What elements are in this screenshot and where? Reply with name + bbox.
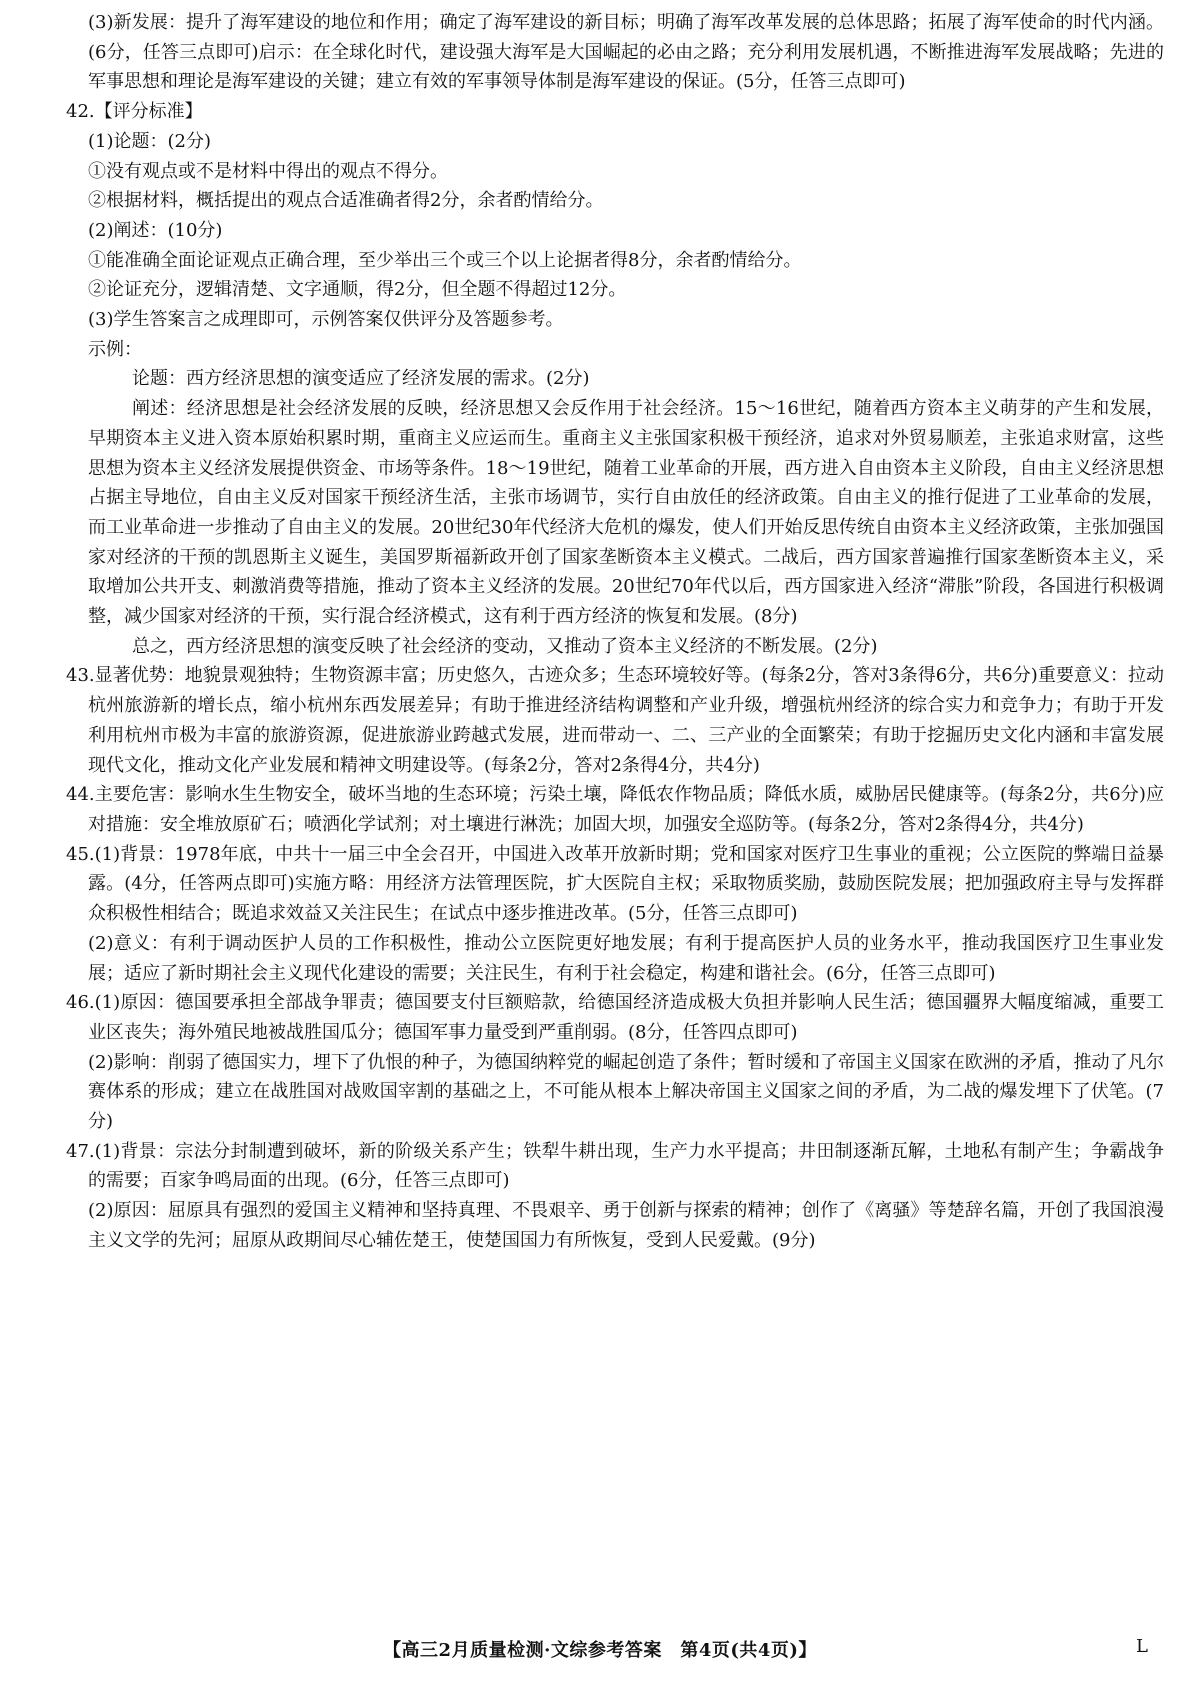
q43-number: 43. [66, 665, 95, 687]
q46-number: 46. [66, 992, 95, 1014]
q42-line-6: ②论证充分，逻辑清楚、文字通顺，得2分，但全题不得超过12分。 [88, 279, 627, 301]
q44-text: 主要危害：影响水生生物安全，破坏当地的生态环境；污染土壤，降低农作物品质；降低水质，威胁居民健康等。(每条2分，共6分)应对措施：安全堆放原矿石；喷洒化学试剂；对土壤进行淋洗；加固大坝，加强安全巡防等。(每条2分，答对2条得4分，共4分) [88, 784, 1164, 835]
q46-part2: (2)影响：削弱了德国实力，埋下了仇恨的种子，为德国纳粹党的崛起创造了条件；暂时缓和了帝国主义国家在欧洲的矛盾，推动了凡尔赛体系的形成；建立在战胜国对战败国宰割的基础之上，不可能从根本上解决帝国主义国家之间的矛盾，为二战的爆发埋下了伏笔。(7分) [88, 1051, 1164, 1133]
q42-line-1: (1)论题：(2分) [88, 130, 211, 152]
q43-text: 显著优势：地貌景观独特；生物资源丰富；历史悠久，古迹众多；生态环境较好等。(每条2分，答对3条得6分，共6分)重要意义：拉动杭州旅游新的增长点，缩小杭州东西发展差异；有助于推进经济结构调整和产业升级，增强杭州经济的综合实力和竞争力；有助于开发利用杭州市极为丰富的旅游资源，促进旅游业跨越式发展，进而带动一、二、三产业的全面繁荣；有助于挖掘历史文化内涵和丰富发展现代文化，推动文化产业发展和精神文明建设等。(每条2分，答对2条得4分，共4分) [88, 665, 1164, 776]
q42-elaboration: 阐述：经济思想是社会经济发展的反映，经济思想又会反作用于社会经济。15～16世纪，随着西方资本主义萌芽的产生和发展，早期资本主义进入资本原始积累时期，重商主义应运而生。重商主义主张国家积极干预经济，追求对外贸易顺差，主张追求财富，这些思想为资本主义经济发展提供资金、市场等条件。18～19世纪，随着工业革命的开展，西方进入自由资本主义阶段，自由主义经济思想占据主导地位，自由主义反对国家干预经济生活，主张市场调节，实行自由放任的经济政策。自由主义的推行促进了工业革命的发展，而工业革命进一步推动了自由主义的发展。20世纪30年代经济大危机的爆发，使人们开始反思传统自由资本主义经济政策，主张加强国家对经济的干预的凯恩斯主义诞生，美国罗斯福新政开创了国家垄断资本主义模式。二战后，西方国家普遍推行国家垄断资本主义，采取增加公共开支、刺激消费等措施，推动了资本主义经济的发展。20世纪70年代以后，西方国家进入经济“滞胀”阶段，各国进行积极调整，减少国家对经济的干预，实行混合经济模式，这有利于西方经济的恢复和发展。(8分) [88, 398, 1164, 628]
q47-part1-text: (1)背景：宗法分封制遭到破坏，新的阶级关系产生；铁犁牛耕出现，生产力水平提高；井田制逐渐瓦解，土地私有制产生；争霸战争的需要；百家争鸣局面的出现。(6分，任答三点即可) [88, 1140, 1164, 1192]
q44-number: 44. [66, 784, 95, 806]
q42-header [66, 97, 1164, 127]
corner-mark: L [1136, 1636, 1148, 1657]
q47-number: 47. [66, 1140, 95, 1162]
q42-line-2: ①没有观点或不是材料中得出的观点不得分。 [88, 160, 448, 182]
q42-number: 42. [66, 101, 95, 123]
q41-part3: (3)新发展：提升了海军建设的地位和作用；确定了海军建设的新目标；明确了海军改革发展的总体思路；拓展了海军使命的时代内涵。(6分，任答三点即可)启示：在全球化时代，建设强大海军是大国崛起的必由之路；充分利用发展机遇，不断推进海军发展战略；先进的军事思想和理论是海军建设的关键；建立有效的军事领导体制是海军建设的保证。(5分，任答三点即可) [88, 12, 1164, 93]
q42-line-5: ①能准确全面论证观点正确合理，至少举出三个或三个以上论据者得8分，余者酌情给分。 [88, 249, 802, 271]
answer-page [66, 8, 1164, 1256]
q46-part1 [66, 988, 1164, 1047]
q42-line-3: ②根据材料，概括提出的观点合适准确者得2分，余者酌情给分。 [88, 190, 604, 212]
q45-part1 [66, 840, 1164, 929]
q43-answer [66, 661, 1164, 780]
q44-answer [66, 780, 1164, 839]
q42-summary: 总之，西方经济思想的演变反映了社会经济的变动，又推动了资本主义经济的不断发展。(2分) [132, 635, 878, 657]
q46-part1-text: (1)原因：德国要承担全部战争罪责；德国要支付巨额赔款，给德国经济造成极大负担并影响人民生活；德国疆界大幅度缩减，重要工业区丧失；海外殖民地被战胜国瓜分；德国军事力量受到严重削弱。(8分，任答四点即可) [88, 992, 1164, 1043]
q42-topic: 论题：西方经济思想的演变适应了经济发展的需求。(2分) [132, 368, 590, 390]
q45-part1-text: (1)背景：1978年底，中共十一届三中全会召开，中国进入改革开放新时期；党和国家对医疗卫生事业的重视；公立医院的弊端日益暴露。(4分，任答两点即可)实施方略：用经济方法管理医院，扩大医院自主权；采取物质奖励，鼓励医院发展；把加强政府主导与发挥群众积极性相结合；既追求效益又关注民生；在试点中逐步推进改革。(5分，任答三点即可) [88, 843, 1164, 925]
q47-part2: (2)原因：屈原具有强烈的爱国主义精神和坚持真理、不畏艰辛、勇于创新与探索的精神；创作了《离骚》等楚辞名篇，开创了我国浪漫主义文学的先河；屈原从政期间尽心辅佐楚王，使楚国国力有所恢复，受到人民爱戴。(9分) [88, 1200, 1164, 1251]
q42-example-label: 示例： [88, 338, 142, 360]
q42-line-7: (3)学生答案言之成理即可，示例答案仅供评分及答题参考。 [88, 309, 564, 331]
q45-number: 45. [66, 843, 95, 865]
q42-title: 【评分标准】 [94, 101, 203, 123]
page-footer: 【高三2月质量检测·文综参考答案 第4页(共4页)】 [383, 1640, 817, 1661]
q47-part1 [66, 1137, 1164, 1196]
q45-part2: (2)意义：有利于调动医护人员的工作积极性，推动公立医院更好地发展；有利于提高医护人员的业务水平，推动我国医疗卫生事业发展；适应了新时期社会主义现代化建设的需要；关注民生，有利于社会稳定，构建和谐社会。(6分，任答三点即可) [88, 932, 1164, 984]
q42-line-4: (2)阐述：(10分) [88, 219, 223, 241]
